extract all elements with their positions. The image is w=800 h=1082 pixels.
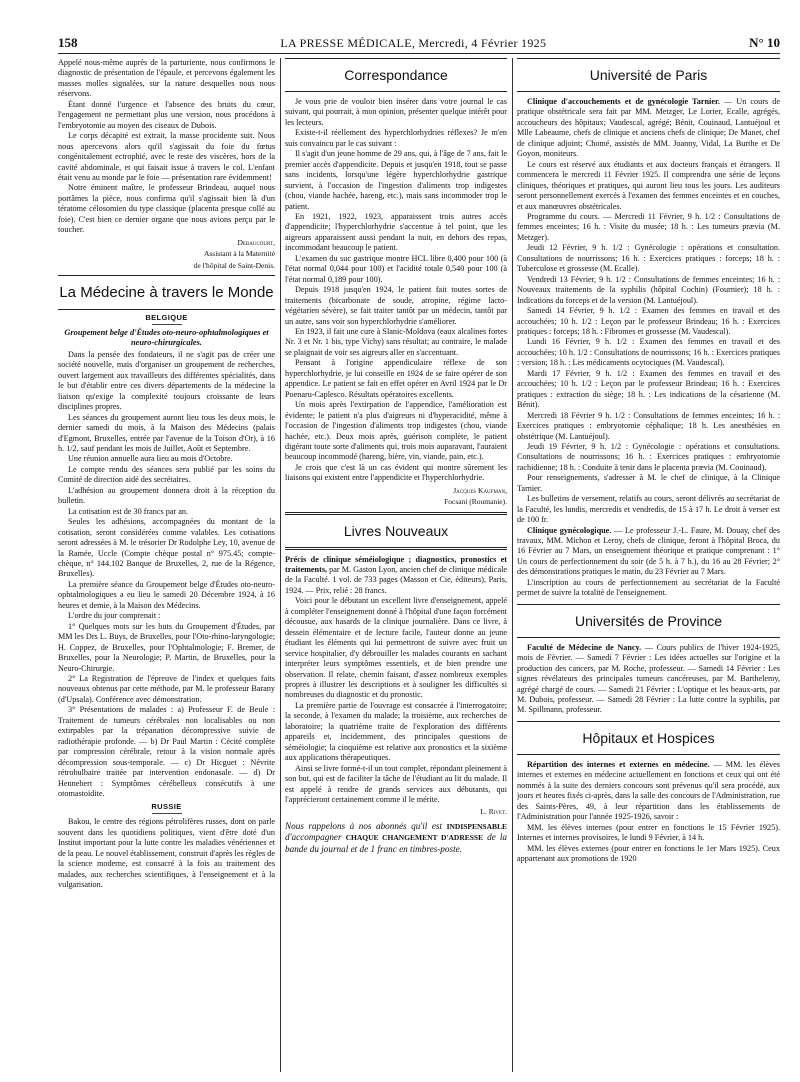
paragraph: Il s'agit d'un jeune homme de 29 ans, qui, à l'âge de 7 ans, fait le premier accès d'appendicite. Depuis et jusqu'en 1918, tout se passe sans incidents, lorsqu'une légère hyperchlorhydrie gastrique survient, à l'occasion de l'ingestion d'aliments trop indigestes (chou, viande hachée, hareng, etc.), mais sans incommoder trop le patient.: [285, 149, 507, 211]
author-signature: Jacques Kaufman,: [453, 485, 507, 495]
paragraph: Programme du cours. — Mercredi 11 Février, 9 h. 1/2 : Consultations de femmes enceintes; 16 h. : Visite du musée; 18 h. : Les tumeurs prævia (M. Metzger).: [517, 211, 780, 242]
section-title: Universités de Province: [574, 612, 723, 629]
paragraph: L'inscription au cours de perfectionnement au secrétariat de la Faculté permet de suivre la totalité de l'enseignement.: [517, 577, 780, 598]
item-heading: Répartition des internes et externes en médecine.: [527, 759, 710, 769]
section-header-box: [285, 512, 507, 550]
section-header-box: [58, 275, 275, 310]
paragraph: Pour renseignements, s'adresser à M. le chef de clinique, à la Clinique Tarnier.: [517, 473, 780, 493]
paragraph: L'adhésion au groupement donnera droit à la réception du bulletin.: [58, 485, 275, 506]
paragraph: Clinique d'accouchements et de gynécologie Tarnier. — Un cours de pratique obstétricale sera fait par MM. Metzger, Le Lorier, Ecalle, agrégés, accoucheurs des hôpitaux; Vaudescal, agrégé; Bénit, Couinaud, Lantuéjoul et Mlle Labeaume, chefs de clinique et anciens chefs de clinique; De Manet, chef de clinique adjoint; Chomé, assistés de MM. Joanny, Vidal, La Burthe et De Goyon, moniteurs.: [517, 97, 780, 159]
issue-number: N° 10: [749, 35, 780, 50]
author-affiliation: Focsani (Roumanie).: [444, 497, 507, 507]
paragraph: Je crois que c'est là un cas évident qui montre sûrement les liaisons qui existent entre l'appendicite et l'hyperchlorhydrie.: [285, 462, 507, 483]
divider: [152, 324, 182, 325]
page-number: 158: [58, 35, 78, 50]
column-left: [58, 58, 275, 1072]
paragraph: La cotisation est de 30 francs par an.: [68, 506, 189, 516]
page-header: [58, 34, 780, 52]
paragraph: Jeudi 12 Février, 9 h. 1/2 : Gynécologie : opérations et consultation. Consultations de nourrissons; 16 h. : Exercices pratiques : forceps; 18 h. : Tuberculose et grossesse (M. Ecalle).: [517, 243, 780, 274]
item-heading: Faculté de Médecine de Nancy.: [527, 642, 642, 652]
section-title: Hôpitaux et Hospices: [582, 729, 715, 746]
paragraph: Lundi 16 Février, 9 h. 1/2 : Examen des femmes en travail et des accouchées; 10 h. 1/2 : Consultations de nourrissons; 16 h. : Exercices pratiques : version; 18 h. : Les médicaments ocytociques (M. Vaudescal).: [517, 337, 780, 368]
section-header-box: [517, 58, 780, 92]
author-signature: Debaucourt,: [237, 237, 275, 247]
column-divider: [512, 58, 513, 1072]
paragraph: MM. les élèves externes (pour entrer en fonctions le 1er Mars 1925). Ceux appartenant aux promotions de 1920: [517, 843, 780, 863]
paragraph: Notre éminent maître, le professeur Brindeau, auquel nous portâmes la pièce, nous confirma qu'il s'agissait bien là d'un tératome célosomien du type classique (placenta presque collé au foie). C'est bien ce dernier organe que nous avions perçu par le toucher.: [58, 183, 275, 235]
reviewer-signature: L. Rivet.: [480, 807, 507, 817]
paragraph: Les bulletins de versement, relatifs au cours, seront délivrés au secrétariat de la Faculté, les lundis, mercredis et vendredis, de 15 à 17 h. Le droit à verser est de 100 fr.: [517, 494, 780, 525]
paragraph: Mardi 17 Février, 9 h. 1/2 : Examen des femmes en travail et des accouchées; 10 h. 1/2 : Leçon par le professeur Brindeau; 16 h. : Exercices pratiques : extraction du siège; 18 h. : Les indications de la césarienne (M. Bénit).: [517, 368, 780, 410]
section-title: Université de Paris: [589, 67, 708, 83]
paragraph: Faculté de Médecine de Nancy. — Cours publics de l'hiver 1924-1925, mois de Février. — Samedi 7 Février : Les idées actuelles sur l'origine et la production des cancers, par M. Roche, professeur. — Samedi 14 Février : Les signes révélateurs des principales tumeurs cancéreuses, par M. Barthelemy, agrégé chargé de cours. — Samedi 21 Février : L'optique et les beaux-arts, par M. Dubois, professeur. — Samedi 28 Février : La lutte contre la syphilis, par M. Spillmann, professeur.: [517, 642, 780, 715]
paragraph: Clinique gynécologique. — Le professeur J.-L. Faure, M. Douay, chef des travaux, MM. Michon et Leroy, chefs de clinique, feront à l'hôpital Broca, du 16 Février au 7 Mars, un enseignement théorique et pratique comprenant : 1° Un cours de perfectionnement du soir (de 5 h. à 7 h.), du 16 au 28 Février; 2° des démonstrations pratiques le matin, du 23 Février au 7 Mars.: [517, 525, 780, 577]
subscriber-notice: Nous rappelons à nos abonnés qu'il est INDISPENSABLE d'accompagner CHAQUE CHANGEMENT D'ADRESSE de la bande du journal et de 1 franc en timbres-poste.: [285, 820, 507, 854]
author-affiliation: Assistant à la Maternité: [203, 249, 275, 259]
section-title: Correspondance: [344, 67, 448, 83]
paragraph: Une réunion annuelle aura lieu au mois d'Octobre.: [68, 454, 233, 464]
paragraph: Ainsi se livre formé-t-il un tout complet, répondant pleinement à son but, qui est de faciliter la tâche de l'étudiant au lit du malade. Il est appelé à rendre de grands services aux débutants, qui l'apprécieront certainement comme il le mérite.: [285, 763, 507, 804]
column-middle: [285, 58, 507, 1072]
paragraph: Voici pour le débutant un excellent livre d'enseignement, appelé à compléter l'enseignement donné à l'hôpital d'une façon forcément décousue, aux hasards de la clinique journalière. Dans ce livre, à dessein élémentaire et de lecture facile, l'auteur donne au jeune étudiant les éléments qui lui permettront de suivre avec fruit un service hospitalier, d'y débrouiller les malades courants en sachant interpréter leurs symptômes essentiels, et de bien prendre une observation. Il relate, chemin faisant, d'assez nombreux exemples propres à illustrer les descriptions et à souligner les difficultés si nombreuses du diagnostic et du pronostic.: [285, 596, 507, 700]
paragraph: La première séance du Groupement belge d'Études oto-neuro-ophtalmologiques a eu lieu le samedi 20 Décembre 1924, à 16 heures et demie, à la Maison des Médecins.: [58, 579, 275, 610]
paragraph: Étant donné l'urgence et l'absence des bruits du cœur, l'engagement ne permettant plus une version, nous procédons à l'embryotomie au moyen des ciseaux de Dubois.: [58, 99, 275, 130]
paragraph: L'examen du suc gastrique montre HCL libre 0,400 pour 100 (à l'état normal 0,044 pour 100) et l'acidité totale 0,540 pour 100 (à l'état normal 0,189 pour 100).: [285, 253, 507, 284]
paragraph: Un mois après l'extirpation de l'appendice, l'amélioration est évidente; le patient n'a plus d'aigreurs ni d'hyperacidité, même à l'occasion de l'ingestion d'aliments trop indigestes (chou, viande hachée, etc.). Deux mois après, guérison complète, le patient digérant toute sorte d'aliments qui, trois mois auparavant, l'auraient beaucoup incommodé (hareng, bière, vin, viande, pain, etc.).: [285, 400, 507, 462]
book-reference: par M. Gaston Lyon, ancien chef de clinique médicale de la Faculté. 1 vol. de 733 pages (Masson et Cie, éditeurs), Paris, 1924. — Prix, relié : 28 francs.: [285, 565, 507, 595]
paragraph: Bakou, le centre des régions pétrolifères russes, dont on parle souvent dans les quotidiens politiques, vient d'être doté d'un Institut important pour la lutte contre les maladies vénériennes et de la peau. Le nouvel établissement, construit d'après les règles de la science moderne, est consacré à la fois au traitement des malades, aux recherches scientifiques, à l'enseignement et à la vulgarisation.: [58, 817, 275, 890]
paragraph: Je vous prie de vouloir bien insérer dans votre journal le cas suivant, qui pourrait, à mon opinion, présenter quelque intérêt pour les lecteurs.: [285, 97, 507, 127]
paragraph: 2° La Registration de l'épreuve de l'index et quelques faits nouveaux obtenus par cette méthode, par M. le professeur Barany (d'Upsala). Conférence avec démonstration.: [58, 673, 275, 704]
paragraph: 3° Présentations de malades : a) Professeur F. de Beule : Traitement de tumeurs cérébrales non localisables ou non extirpables par la trépanation décompressive suivie de radiothérapie profonde. — b) Dr Paul Martin : Cécité complète par compression cérébrale, retour à la vision normale après décompression sous-temporale. — c) Dr Hicguet : Névrite rétrobulbaire traitée par intervention endonasale. — d) Dr Hennebert : Symptômes cérébelleux consécutifs à une otomastoïdite.: [58, 705, 275, 798]
paragraph: Depuis 1918 jusqu'en 1924, le patient fait toutes sortes de traitements (bicarbonate de soude, atropine, régime lacto-végétarien sévère), se fait traiter tantôt par un médecin, tantôt par un autre, sans voir son hyperchlorhydrie s'améliorer.: [285, 285, 507, 326]
paragraph: Le cours est réservé aux étudiants et aux docteurs français et étrangers. Il commencera le mercredi 11 Février 1925. Il comprendra une série de leçons cliniques, théoriques et pratiques, qui auront lieu tous les jours. Les auditeurs seront personnellement exercés à l'examen des femmes enceintes et en couches, et aux manœuvres obstétricales.: [517, 159, 780, 211]
book-title: Précis de clinique séméiologique ; diagnostics, pronostics et traitements,: [285, 554, 507, 575]
paragraph: MM. les élèves internes (pour entrer en fonctions le 15 Février 1925). Internes et internes provisoires, le lundi 9 Février, à 14 h.: [517, 822, 780, 843]
paragraph: Pensant à l'origine appendiculaire réflexe de son hyperchlorhydrie, je lui conseille en 1924 de se faire opérer de son appendice. Le patient se fait en effet opérer en Avril 1924 par le Dr Poenaru-Caplesco. Résultats opératoires excellents.: [285, 358, 507, 399]
paragraph: Dans la pensée des fondateurs, il ne s'agit pas de créer une société nouvelle, mais d'organiser un groupement de recherches, ouvert largement aux travailleurs des différentes spécialités, dans le but d'établir entre ces divers départements de la médecine la liaison qu'exige la complexité toujours croissante de leurs disciplines propres.: [58, 349, 275, 412]
paragraph: Jeudi 19 Février, 9 h. 1/2 : Gynécologie : opérations et consultations. Consultations de nourrissons; 16 h. : Exercices pratiques : embryotomie rachidienne; 18 h. : Conduite à tenir dans le placenta prævia (M. Couinaud).: [517, 441, 780, 472]
section-header-box: [517, 604, 780, 638]
paragraph: Existe-t-il réellement des hyperchlorhydries réflexes? Je m'en suis convaincu par le cas suivant :: [285, 128, 507, 148]
section-title: Livres Nouveaux: [343, 522, 449, 539]
paragraph: La première partie de l'ouvrage est consacrée à l'interrogatoire; la seconde, à l'examen du malade; la troisième, aux recherches de laboratoire; la quatrième traite de l'exploration des différents appareils et, incidemment, des principales questions de séméiologie; la cinquième est relative aux pronostics et la sixième aux applications thérapeutiques.: [285, 700, 507, 763]
section-header-box: [517, 721, 780, 755]
paragraph: Vendredi 13 Février, 9 h. 1/2 : Consultations de femmes enceintes; 16 h. : Nouveaux traitements de la syphilis (hôpital Cochin) (Fournier); 18 h. : Indications du forceps et de la version (M. Lantuéjoul).: [517, 274, 780, 305]
paragraph: En 1923, il fait une cure à Slanic-Moldova (eaux alcalines fortes Nr. 3 et Nr. 1 bis, type Vichy) sans résultat; au contraire, le malade se plaignait de voir ses aigreurs aller en s'accentuant.: [285, 326, 507, 357]
paragraph: Le corps décapité est extrait, la masse procidente suit. Nous nous apercevons alors qu'il s'agissait du foie du fœtus congénitalement ectrophié, avec le reste des viscères, hors de la cavité abdominale, et qui faisait issue à travers le col. L'enfant était venu au monde par le foie — présentation rare évidemment!: [58, 131, 275, 182]
item-heading: Clinique d'accouchements et de gynécologie Tarnier.: [527, 97, 720, 106]
journal-title-line: LA PRESSE MÉDICALE, Mercredi, 4 Février 1925: [280, 35, 547, 50]
section-header-box: [285, 58, 507, 92]
paragraph: Appelé nous-même auprès de la parturiente, nous confirmons le diagnostic de présentation de l'épaule, et percevons également les masses molles signalées, sur la nature desquelles nous nous réservons.: [58, 58, 275, 99]
column-right: [517, 58, 780, 1072]
section-title: La Médecine à travers le Monde: [59, 283, 274, 301]
country-subheading: BELGIQUE: [145, 312, 188, 322]
paragraph: En 1921, 1922, 1923, apparaissent trois autres accès d'appendicite; l'hyperchlorhydrie s'accentue à tel point, que les aigreurs apparaissent aussi pendant la nuit, en dehors des repas, incommodant beaucoup le patient.: [285, 211, 507, 253]
paragraph: Mercredi 18 Février 9 h. 1/2 : Consultations de femmes enceintes; 16 h. : Exercices pratiques : embryotomie céphalique; 18 h. Les anesthésies en obstétrique (M. Lantuéjoul).: [517, 410, 780, 441]
paragraph: L'ordre du jour comprenait :: [68, 611, 161, 621]
column-divider: [280, 58, 281, 1072]
paragraph: Répartition des internes et externes en médecine. — MM. les élèves internes et externes en médecine actuellement en fonctions et ceux qui ont été nommés à la suite des derniers concours sont prévenus qu'il sera procédé, aux jours et heures fixés ci-après, dans la salle des concours de l'Administration, rue des Saints-Pères, 49, à leur répartition dans les établissements de l'Administration pour l'année 1925-1926, savoir :: [517, 759, 780, 822]
item-heading: Clinique gynécologique.: [527, 525, 612, 535]
paragraph: Les séances du groupement auront lieu tous les deux mois, le dernier samedi du mois, à la Maison des Médecins (palais d'Egmont, Bruxelles, entrée par l'avenue de la Toison d'Or), à 16 h. 1/2, sauf pendant les mois de Juillet, Août et Septembre.: [58, 412, 275, 453]
author-affiliation: de l'hôpital de Saint-Denis.: [193, 260, 275, 270]
article-title: Groupement belge d'Études oto-neuro-ophtalmologiques et neuro-chirurgicales.: [64, 327, 269, 347]
country-subheading: RUSSIE: [151, 802, 182, 812]
paragraph: 1° Quelques mots sur les buts du Groupement d'Études, par MM les Drs L. Buys, de Bruxelles, pour l'Oto-rhino-laryngologie; H. Coppez, de Bruxelles, pour l'Ophtalmologie; F. Bremer, de Bruxelles, pour la Neurologie; P. Martin, de Bruxelles, pour la Neuro-Chirurgie.: [58, 621, 275, 673]
divider: [152, 813, 182, 814]
header-rule: [58, 53, 780, 54]
paragraph: Samedi 14 Février, 9 h. 1/2 : Examen des femmes en travail et des accouchées; 10 h. 1/2 : Leçon par le professeur Brindeau; 16 h. : Exercices pratiques : forceps; 18 h. : Fibromes et grossesse (M. Vaudescal).: [517, 306, 780, 336]
paragraph: Le compte rendu des séances sera publié par les soins du Comité de direction aidé des secrétaires.: [58, 464, 275, 485]
paragraph: Seules les adhésions, accompagnées du montant de la cotisation, seront considérées comme valables. Les cotisations seront adressées à M. le trésorier Dr Rodolphe Ley, 10, avenue de la Ramée, Uccle (Compte chèque postal n° 975.45; compte-chèque, n° 144.102 Banque de Bruxelles, 2, rue de la Régence, Bruxelles).: [58, 517, 275, 579]
book-review-heading: [285, 555, 507, 597]
